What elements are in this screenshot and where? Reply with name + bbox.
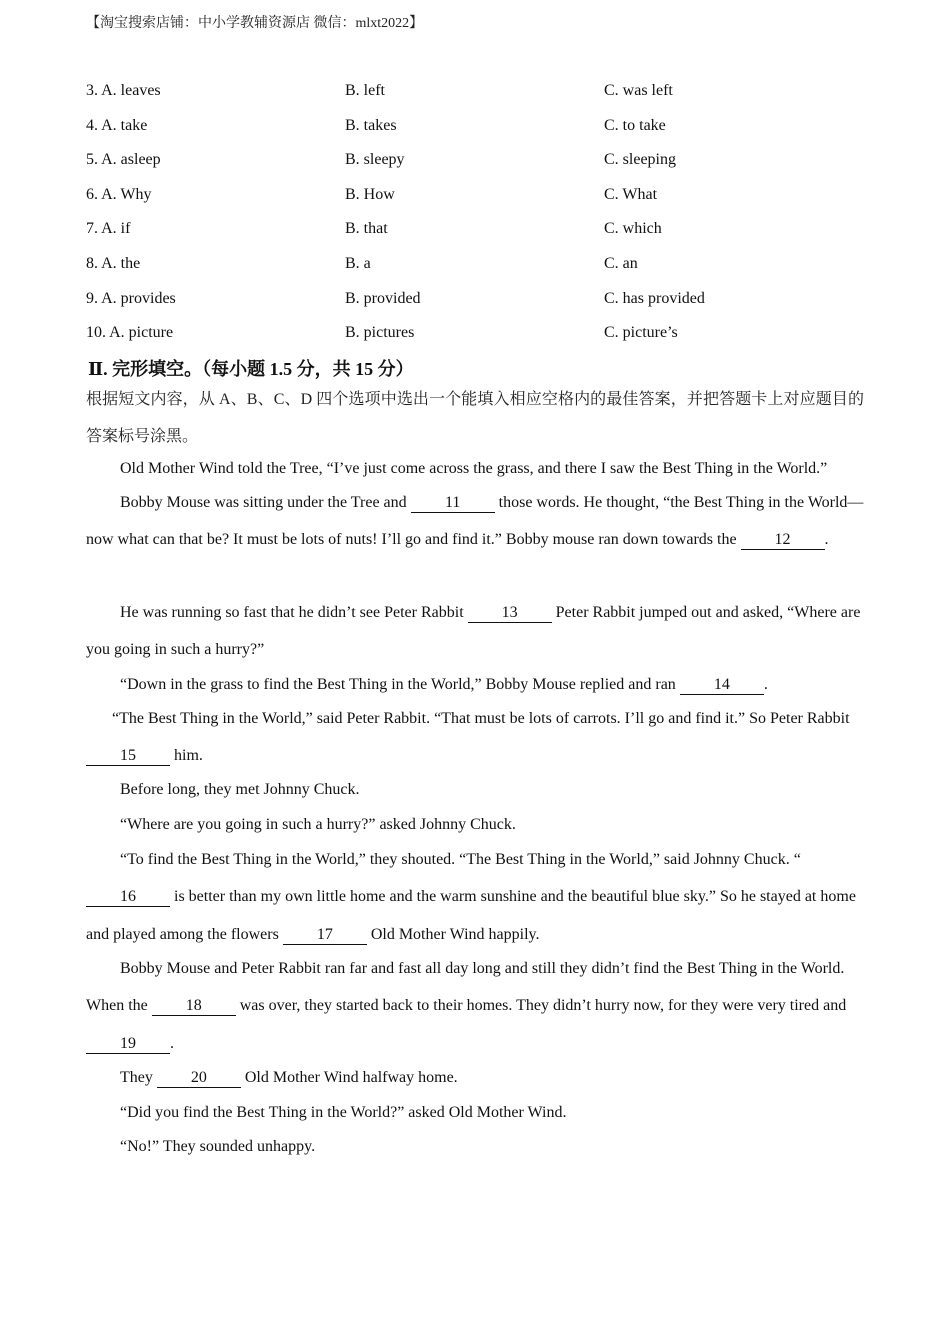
option-a: 10. A. picture bbox=[86, 324, 174, 342]
passage-paragraph bbox=[86, 950, 866, 1062]
passage-text: . bbox=[763, 676, 768, 693]
passage-text: Old Mother Wind halfway home. bbox=[240, 1069, 458, 1086]
option-a: 7. A. if bbox=[86, 220, 131, 238]
option-c: C. was left bbox=[604, 82, 673, 99]
option-b: B. How bbox=[345, 185, 395, 203]
option-b: B. that bbox=[345, 220, 388, 238]
option-row bbox=[86, 247, 886, 282]
option-b: B. a bbox=[345, 254, 371, 272]
passage-paragraph bbox=[86, 841, 866, 953]
option-b: B. pictures bbox=[345, 324, 415, 342]
option-c: C. to take bbox=[604, 116, 666, 134]
option-row bbox=[86, 109, 886, 144]
passage-text: “To find the Best Thing in the World,” they shouted. “The Best Thing in the World,” said Johnny Chuck. “ bbox=[120, 851, 801, 868]
passage-paragraph bbox=[86, 700, 866, 775]
passage-text: him. bbox=[170, 747, 203, 765]
answer-blank[interactable]: 16 bbox=[86, 888, 170, 907]
answer-blank[interactable]: 13 bbox=[468, 604, 552, 623]
option-row bbox=[86, 143, 886, 178]
passage-paragraph bbox=[86, 1059, 866, 1096]
passage-paragraph bbox=[86, 484, 866, 559]
passage-paragraph bbox=[86, 806, 866, 843]
passage-text: Bobby Mouse and Peter Rabbit ran far and fast all day long and still they didn’t find the Best Thing in the World. When the bbox=[86, 960, 845, 1015]
option-a: 8. A. the bbox=[86, 254, 141, 272]
passage-text: those words. He thought, “the Best Thing in the World—now what can that be? It must be lots of nuts! I’ll go and find it.” Bobby mouse ran down towards the bbox=[86, 494, 864, 549]
option-a: 4. A. take bbox=[86, 116, 148, 134]
passage-text: “Down in the grass to find the Best Thing in the World,” Bobby Mouse replied and ran bbox=[120, 676, 680, 693]
option-row bbox=[86, 74, 886, 109]
option-b: B. takes bbox=[345, 116, 397, 134]
answer-blank[interactable]: 15 bbox=[86, 747, 170, 766]
passage-text: “Did you find the Best Thing in the World?” asked Old Mother Wind. bbox=[120, 1104, 567, 1121]
passage-text: is better than my own little home and the warm sunshine and the beautiful blue sky.” So he stayed at home and played among the flowers bbox=[86, 888, 856, 943]
answer-blank[interactable]: 14 bbox=[680, 676, 764, 695]
option-c: C. What bbox=[604, 185, 658, 203]
passage-paragraph bbox=[86, 1128, 866, 1165]
option-a: 6. A. Why bbox=[86, 185, 152, 203]
passage-text: was over, they started back to their homes. They didn’t hurry now, for they were very tired and bbox=[235, 997, 847, 1015]
option-c: C. picture’s bbox=[604, 324, 678, 342]
passage-text: He was running so fast that he didn’t see Peter Rabbit bbox=[120, 604, 468, 621]
option-c: C. sleeping bbox=[604, 151, 676, 169]
option-a: 9. A. provides bbox=[86, 289, 176, 307]
option-a: 5. A. asleep bbox=[86, 151, 161, 169]
option-row bbox=[86, 178, 886, 213]
option-row bbox=[86, 212, 886, 247]
answer-blank[interactable]: 11 bbox=[411, 494, 495, 513]
passage-paragraph bbox=[86, 666, 866, 703]
passage-paragraph bbox=[86, 594, 866, 669]
passage-text: They bbox=[120, 1069, 157, 1086]
options-table bbox=[86, 74, 886, 351]
passage-text: Peter Rabbit jumped out and asked, “Where are you going in such a hurry?” bbox=[86, 604, 861, 659]
passage-text: “No!” They sounded unhappy. bbox=[120, 1138, 316, 1155]
passage-text: Old Mother Wind told the Tree, “I’ve just come across the grass, and there I saw the Best Thing in the World.” bbox=[120, 460, 828, 477]
passage-text: Bobby Mouse was sitting under the Tree and bbox=[120, 494, 411, 511]
page-header: 【淘宝搜索店铺：中小学教辅资源店 微信：mlxt2022】 bbox=[86, 16, 424, 31]
option-c: C. which bbox=[604, 220, 662, 238]
option-c: C. an bbox=[604, 254, 638, 272]
passage-text: “Where are you going in such a hurry?” asked Johnny Chuck. bbox=[120, 816, 516, 833]
section-title: Ⅱ. 完形填空。（每小题 1.5 分，共 15 分） bbox=[88, 359, 414, 379]
answer-blank[interactable]: 12 bbox=[741, 531, 825, 550]
answer-blank[interactable]: 18 bbox=[152, 997, 236, 1016]
option-b: B. sleepy bbox=[345, 151, 405, 169]
option-b: B. left bbox=[345, 82, 385, 99]
option-b: B. provided bbox=[345, 289, 421, 307]
option-row bbox=[86, 282, 886, 317]
passage-paragraph bbox=[86, 450, 866, 487]
option-c: C. has provided bbox=[604, 289, 705, 307]
answer-blank[interactable]: 17 bbox=[283, 926, 367, 945]
section-instruction: 根据短文内容，从 A、B、C、D 四个选项中选出一个能填入相应空格内的最佳答案，并把答题卡上对应题目的答案标号涂黑。 bbox=[86, 391, 864, 445]
passage-paragraph bbox=[86, 771, 866, 808]
passage-text: “The Best Thing in the World,” said Peter Rabbit. “That must be lots of carrots. I’ll go and find it.” So Peter Rabbit bbox=[112, 710, 850, 727]
passage-text: Before long, they met Johnny Chuck. bbox=[120, 781, 360, 798]
answer-blank[interactable]: 20 bbox=[157, 1069, 241, 1088]
passage-text: . bbox=[824, 531, 829, 549]
passage-text: . bbox=[170, 1034, 174, 1052]
option-row bbox=[86, 316, 886, 351]
passage-paragraph bbox=[86, 1094, 866, 1131]
passage-text: Old Mother Wind happily. bbox=[366, 925, 540, 943]
answer-blank[interactable]: 19 bbox=[86, 1035, 170, 1054]
option-a: 3. A. leaves bbox=[86, 82, 161, 99]
